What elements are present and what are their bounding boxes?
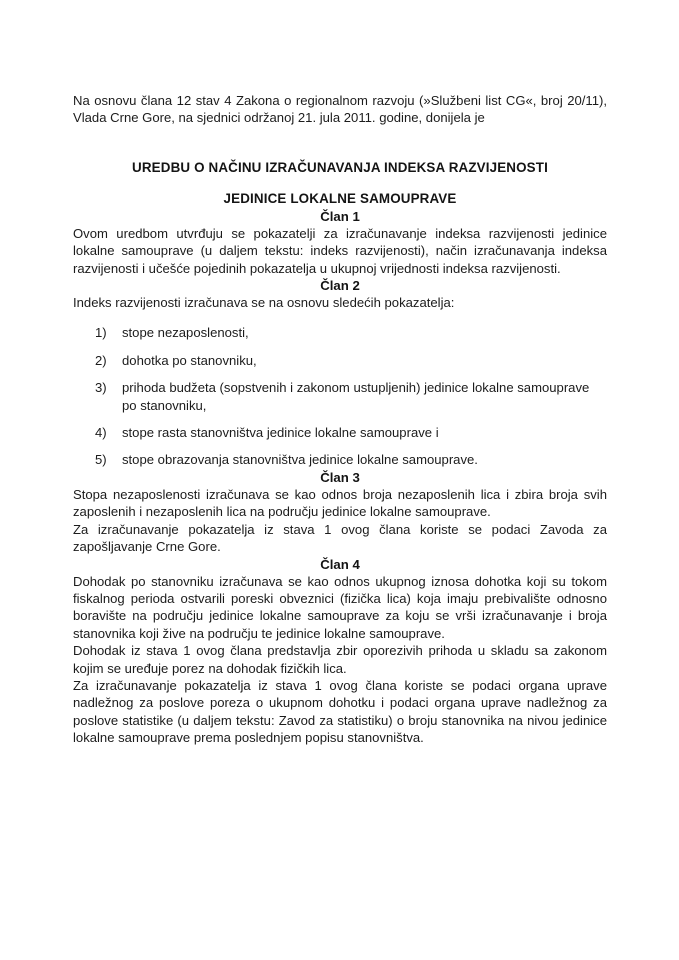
list-item-marker: 4): [95, 425, 107, 441]
article-4-paragraph-2: Dohodak iz stava 1 ovog člana predstavlja zbir oporezivih prihoda u skladu sa zakonom kojim se uređuje porez na dohodak fizičkih lica.: [73, 643, 607, 676]
article-2-paragraph-1: Indeks razvijenosti izračunava se na osnovu sledećih pokazatelja:: [73, 295, 455, 311]
list-item-marker: 2): [95, 352, 107, 368]
article-3: [73, 469, 607, 556]
list-item: [73, 424, 607, 441]
list-item-label: stope rasta stanovništva jedinice lokalne samouprave i: [122, 425, 439, 441]
document-title-block: [73, 159, 607, 208]
document-content: [73, 92, 607, 747]
document-title-line-2: JEDINICE LOKALNE SAMOUPRAVE: [223, 190, 457, 206]
list-item-marker: 3): [95, 380, 107, 396]
article-1: [73, 208, 607, 277]
article-3-paragraph-1: Stopa nezaposlenosti izračunava se kao odnos broja nezaposlenih lica i zbira broja svih zaposlenih i nezaposlenih lica na području jedinice lokalne samouprave.: [73, 486, 607, 520]
article-2-heading: Član 2: [320, 278, 360, 294]
list-item: [73, 352, 607, 369]
article-4-heading: Član 4: [320, 556, 360, 572]
document-title-line-1: UREDBU O NAČINU IZRAČUNAVANJA INDEKSA RAZVIJENOSTI: [132, 159, 548, 175]
preamble-paragraph: Na osnovu člana 12 stav 4 Zakona o regionalnom razvoju (»Službeni list CG«, broj 20/11), Vlada Crne Gore, na sjednici održanoj 21. jula 2011. godine, donijela je: [73, 93, 607, 126]
article-1-paragraph-1: Ovom uredbom utvrđuju se pokazatelji za izračunavanje indeksa razvijenosti jedinice lokalne samouprave (u daljem tekstu: indeks razvijenosti), način izračunavanja indeksa razvijenosti i učešće pojedinih pokazatelja u ukupnoj vrijednosti indeksa razvijenosti.: [73, 225, 607, 276]
article-4-paragraph-1: Dohodak po stanovniku izračunava se kao odnos ukupnog iznosa dohotka koji su tokom fiskalnog perioda ostvarili poreski obveznici (fizička lica) koja imaju prebivalište odnosno boravište na području jedinice lokalne samouprave za koju se vrši izračunavanje i broja stanovnika koji žive na području te jedinice lokalne samouprave.: [73, 573, 607, 641]
article-4-paragraph-3: Za izračunavanje pokazatelja iz stava 1 ovog člana koriste se podaci organa uprave nadležnog za poslove poreza o ukupnom dohotku i podaci organa uprave nadležnog za poslove statistike (u daljem tekstu: Zavod za statistiku) o broju stanovnika na nivou jedinice lokalne samouprave prema poslednjem popisu stanovništva.: [73, 677, 607, 746]
article-3-heading: Član 3: [320, 469, 360, 485]
list-item-label: stope obrazovanja stanovništva jedinice lokalne samouprave.: [122, 452, 478, 468]
list-item-label: stope nezaposlenosti,: [122, 325, 249, 341]
article-2: [73, 277, 607, 469]
article-4: [73, 556, 607, 747]
list-item: [73, 324, 607, 341]
list-item-label: dohotka po stanovniku,: [122, 352, 257, 368]
list-item-marker: 1): [95, 325, 107, 341]
list-item-label: prihoda budžeta (sopstvenih i zakonom ustupljenih) jedinice lokalne samouprave po stanovniku,: [122, 380, 590, 413]
list-item: [73, 451, 607, 468]
article-3-paragraph-2: Za izračunavanje pokazatelja iz stava 1 ovog člana koriste se podaci Zavoda za zapošljavanje Crne Gore.: [73, 521, 607, 555]
list-item: [73, 379, 607, 414]
list-item-marker: 5): [95, 452, 107, 468]
article-1-heading: Član 1: [320, 208, 360, 224]
indicator-list: [73, 324, 607, 468]
